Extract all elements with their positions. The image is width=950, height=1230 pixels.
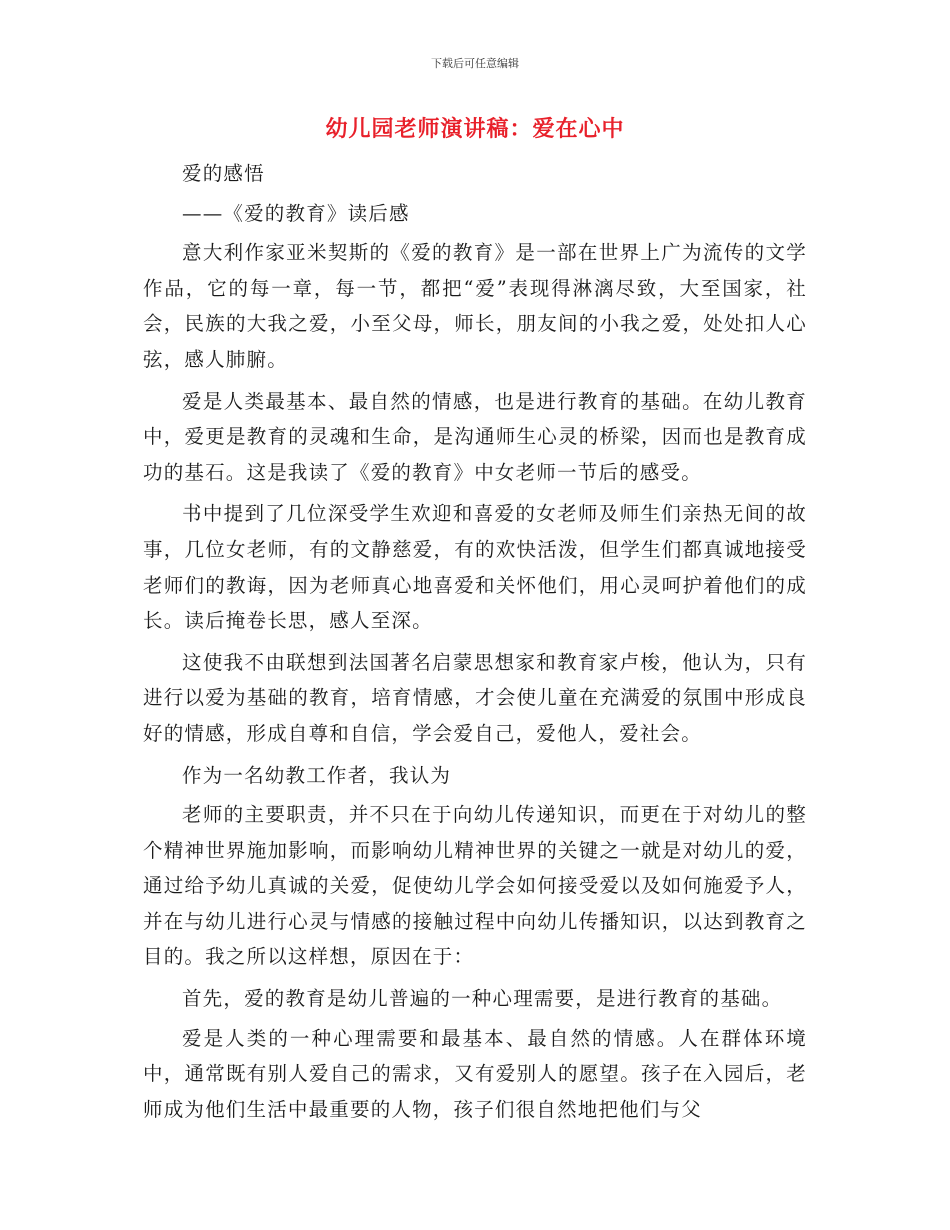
paragraph: 爱是人类的一种心理需要和最基本、最自然的情感。人在群体环境中，通常既有别人爱自己的需求，又有爱别人的愿望。孩子在入园后，老师成为他们生活中最重要的人物，孩子们很自然地把他们与父 [143,1026,807,1121]
paragraph: 意大利作家亚米契斯的《爱的教育》是一部在世界上广为流传的文学作品，它的每一章，每一节，都把“爱”表现得淋漓尽致，大至国家，社会，民族的大我之爱，小至父母，师长，朋友间的小我之爱，处处扣人心弦，感人肺腑。 [143,241,807,371]
paragraph: 首先，爱的教育是幼儿普遍的一种心理需要，是进行教育的基础。 [182,987,783,1011]
paragraph: 书中提到了几位深受学生欢迎和喜爱的女老师及师生们亲热无间的故事，几位女老师，有的文静慈爱，有的欢快活泼，但学生们都真诚地接受老师们的教诲，因为老师真心地喜爱和关怀他们，用心灵呵护着他们的成长。读后掩卷长思，感人至深。 [143,502,807,633]
document-body [143,156,807,1133]
header-note: 下载后可任意编辑 [431,57,519,70]
paragraph: 老师的主要职责，并不只在于向幼儿传递知识，而更在于对幼儿的整个精神世界施加影响，而影响幼儿精神世界的关键之一就是对幼儿的爱，通过给予幼儿真诚的关爱，促使幼儿学会如何接受爱以及如何施爱予人，并在与幼儿进行心灵与情感的接触过程中向幼儿传播知识，以达到教育之目的。我之所以这样想，原因在于： [143,803,807,969]
paragraph: 作为一名幼教工作者，我认为 [182,763,452,787]
paragraph-subtitle: 爱的感悟 [182,162,265,185]
paragraph-subheading: ——《爱的教育》读后感 [182,201,410,225]
document-title: 幼儿园老师演讲稿：爱在心中 [325,117,625,142]
paragraph: 这使我不由联想到法国著名启蒙思想家和教育家卢梭，他认为，只有进行以爱为基础的教育，培育情感，才会使儿童在充满爱的氛围中形成良好的情感，形成自尊和自信，学会爱自己，爱他人，爱社会。 [143,650,807,745]
paragraph: 爱是人类最基本、最自然的情感，也是进行教育的基础。在幼儿教育中，爱更是教育的灵魂和生命，是沟通师生心灵的桥梁，因而也是教育成功的基石。这是我读了《爱的教育》中女老师一节后的感受。 [143,389,807,484]
